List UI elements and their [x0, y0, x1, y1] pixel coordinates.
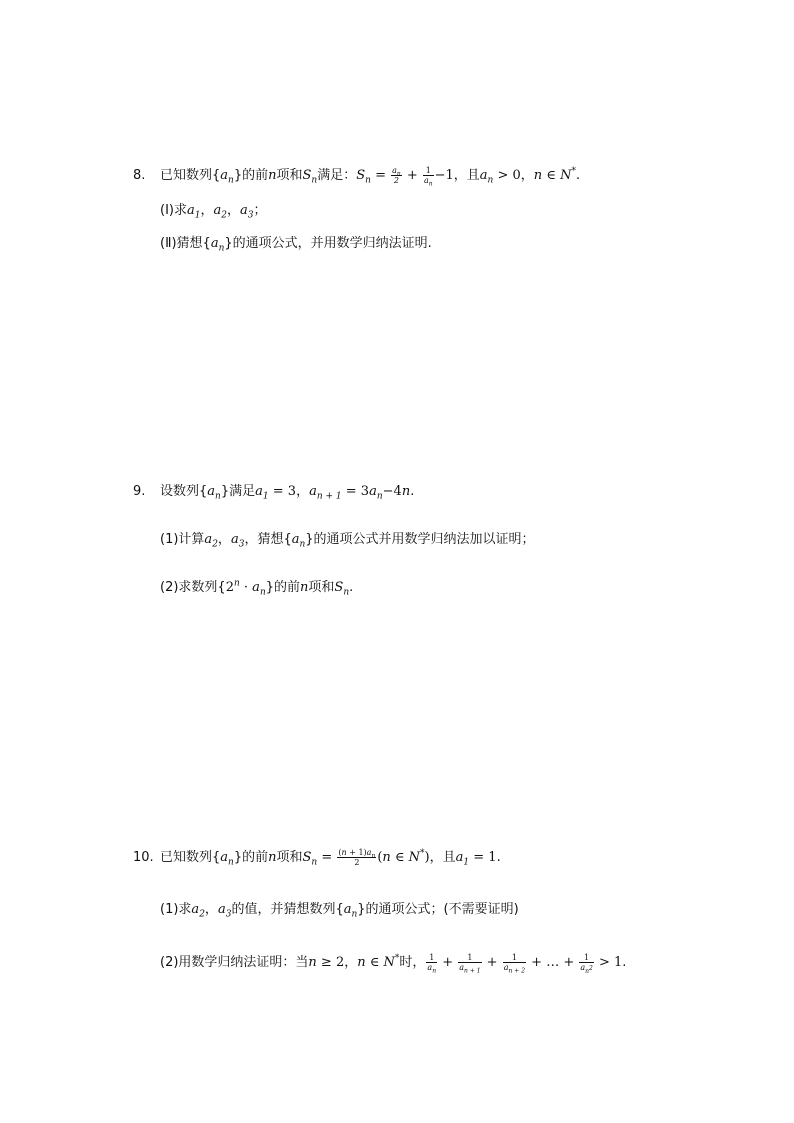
- problem-stem: 已知数列$\{a_n\}$的前n项和$S_n$ = $\frac{(n + 1)a_n}{2}$ (n ∈ N*)，且$a_1 = 1$.: [160, 848, 501, 868]
- part-1: (Ⅰ)求$a_1$，$a_2$，$a_3$；: [160, 203, 267, 221]
- part-1: (1)计算$a_2$，$a_3$，猜想$\{a_n\}$的通项公式并用数学归纳法加以证明；: [160, 532, 535, 550]
- part-2: (Ⅱ)猜想$\{a_n\}$的通项公式，并用数学归纳法证明.: [160, 236, 432, 254]
- problem-number: 9.: [133, 484, 146, 499]
- problem-stem: 已知数列$\{a_n\}$的前n项和$S_n$满足：$S_n$ = $\frac{a_n}{2}$ + $\frac{1}{a_n}$ −1，且$a_n > 0$，n ∈ N*.: [160, 166, 581, 188]
- problem-number: 10.: [133, 850, 154, 865]
- problem-number: 8.: [133, 168, 146, 183]
- part-2: (2)用数学归纳法证明：当n ≥ 2，n ∈ N*时， $\frac{1}{a_n}$ + $\frac{1}{a_{n + 1}}$ + $\frac{1}{a_{n + 2}}$ + … + $\frac{1}{a_{n^2}}$ > 1.: [160, 953, 627, 975]
- problem-stem: 设数列$\{a_n\}$满足$a_1 = 3$，$a_{n + 1} = 3a_n-4n$.: [160, 484, 415, 502]
- part-2: (2)求数列$\{2^n \cdot a_n\}$的前n项和$S_n$.: [160, 578, 354, 598]
- part-1: (1)求$a_2$，$a_3$的值，并猜想数列$\{a_n\}$的通项公式；(不需要证明): [160, 902, 519, 920]
